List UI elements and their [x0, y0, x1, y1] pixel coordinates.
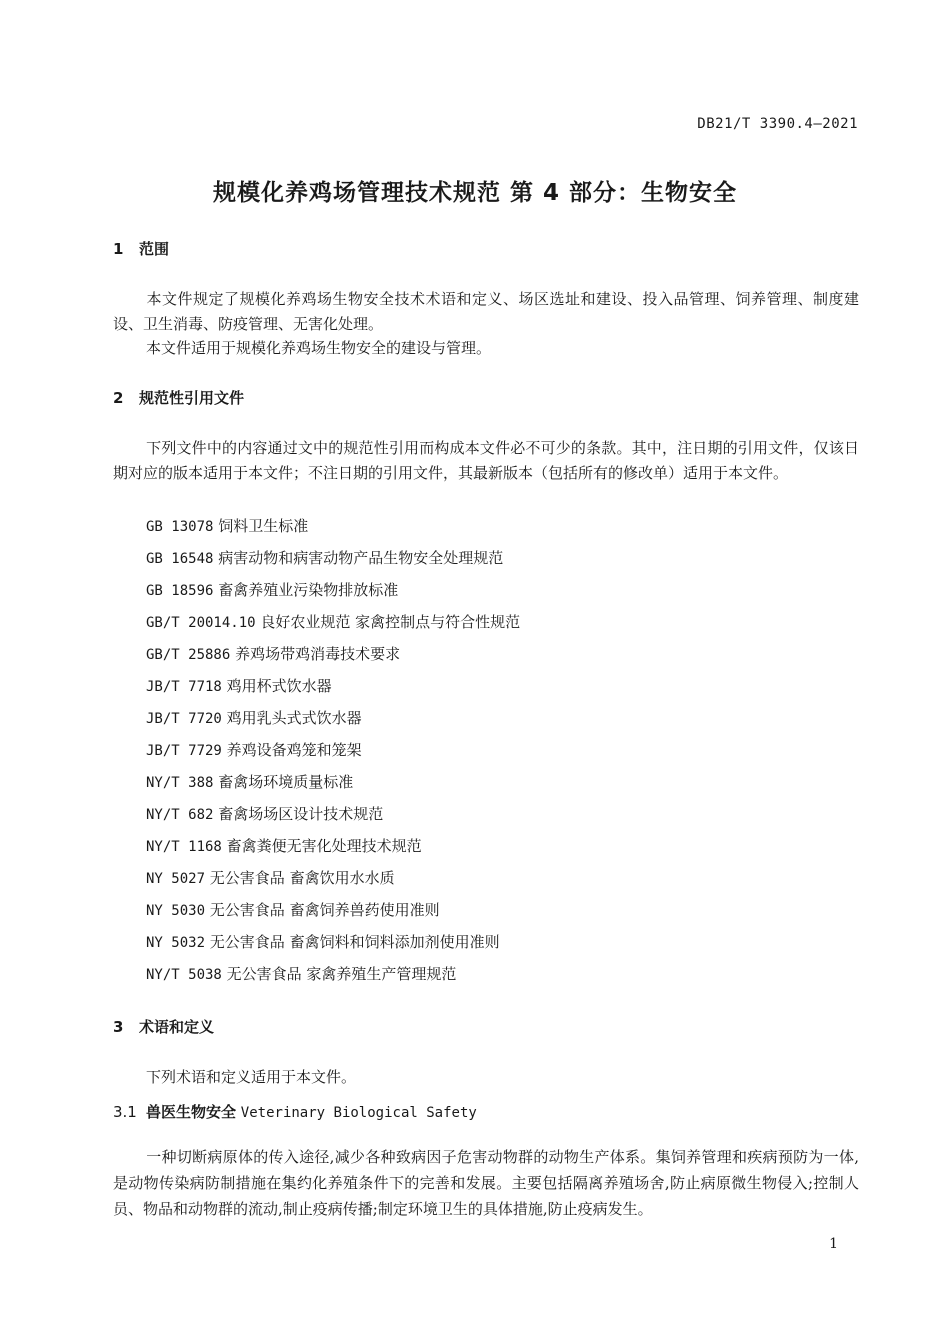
- section-title: 规范性引用文件: [139, 389, 245, 407]
- term-name-zh: 兽医生物安全: [146, 1103, 237, 1121]
- paragraph-text: 本文件适用于规模化养鸡场生物安全的建设与管理。: [146, 339, 492, 357]
- reference-title: 无公害食品 畜禽饲养兽药使用准则: [209, 901, 440, 919]
- reference-code: NY/T 388: [146, 775, 214, 791]
- reference-title: 饲料卫生标准: [218, 517, 309, 535]
- reference-code: NY 5032: [146, 935, 206, 951]
- reference-item: [146, 772, 520, 804]
- reference-title: 畜禽粪便无害化处理技术规范: [226, 837, 422, 855]
- reference-code: NY 5030: [146, 903, 206, 919]
- reference-item: [146, 964, 520, 996]
- reference-item: [146, 676, 520, 708]
- section-number: 3: [113, 1018, 124, 1036]
- reference-code: NY/T 1168: [146, 839, 222, 855]
- reference-code: JB/T 7720: [146, 711, 222, 727]
- reference-code: NY/T 682: [146, 807, 214, 823]
- reference-title: 养鸡设备鸡笼和笼架: [226, 741, 362, 759]
- reference-title: 鸡用杯式饮水器: [226, 677, 332, 695]
- section-title: 术语和定义: [139, 1018, 215, 1036]
- section-number: 1: [113, 240, 124, 258]
- page-number: 1: [829, 1236, 838, 1252]
- section-heading-normative-references: [113, 387, 244, 408]
- reference-item: [146, 708, 520, 740]
- reference-item: [146, 740, 520, 772]
- reference-item: [146, 516, 520, 548]
- normative-intro-paragraph: [113, 436, 859, 485]
- term-definition: [113, 1144, 859, 1222]
- reference-code: GB 18596: [146, 583, 214, 599]
- reference-title: 养鸡场带鸡消毒技术要求: [235, 645, 401, 663]
- term-name-en: Veterinary Biological Safety: [240, 1105, 477, 1121]
- reference-item: [146, 932, 520, 964]
- paragraph-text: 本文件规定了规模化养鸡场生物安全技术术语和定义、场区选址和建设、投入品管理、饲养管理、制度建设、卫生消毒、防疫管理、无害化处理。: [113, 290, 859, 333]
- reference-code: GB 13078: [146, 519, 214, 535]
- reference-code: NY/T 5038: [146, 967, 222, 983]
- reference-title: 无公害食品 畜禽饮用水水质: [209, 869, 395, 887]
- terms-intro-paragraph: [113, 1065, 859, 1090]
- reference-title: 鸡用乳头式式饮水器: [226, 709, 362, 727]
- paragraph-text: 下列术语和定义适用于本文件。: [146, 1068, 357, 1086]
- term-number: 3.1: [113, 1103, 137, 1121]
- scope-paragraph-2: [113, 336, 859, 361]
- paragraph-text: 一种切断病原体的传入途径,减少各种致病因子危害动物群的动物生产体系。集饲养管理和疾病预防为一体,是动物传染病防制措施在集约化养殖条件下的完善和发展。主要包括隔离养殖场舍,防止病原微生物侵入;控制人员、物品和动物群的流动,制止疫病传播;制定环境卫生的具体措施,防止疫病发生。: [113, 1148, 859, 1218]
- reference-title: 畜禽养殖业污染物排放标准: [218, 581, 399, 599]
- reference-list: [146, 516, 520, 996]
- reference-code: NY 5027: [146, 871, 206, 887]
- reference-item: [146, 804, 520, 836]
- section-number: 2: [113, 389, 124, 407]
- reference-item: [146, 548, 520, 580]
- paragraph-text: 下列文件中的内容通过文中的规范性引用而构成本文件必不可少的条款。其中，注日期的引用文件，仅该日期对应的版本适用于本文件；不注日期的引用文件，其最新版本（包括所有的修改单）适用于本文件。: [113, 439, 859, 482]
- reference-code: GB/T 20014.10: [146, 615, 256, 631]
- reference-title: 病害动物和病害动物产品生物安全处理规范: [218, 549, 504, 567]
- standard-code: DB21/T 3390.4—2021: [697, 116, 858, 132]
- reference-item: [146, 900, 520, 932]
- reference-code: JB/T 7718: [146, 679, 222, 695]
- reference-item: [146, 644, 520, 676]
- reference-item: [146, 868, 520, 900]
- term-heading: [113, 1101, 477, 1122]
- reference-item: [146, 836, 520, 868]
- reference-item: [146, 580, 520, 612]
- reference-title: 畜禽场场区设计技术规范: [218, 805, 384, 823]
- section-title: 范围: [139, 240, 170, 258]
- reference-code: GB/T 25886: [146, 647, 231, 663]
- reference-item: [146, 612, 520, 644]
- reference-title: 无公害食品 家禽养殖生产管理规范: [226, 965, 457, 983]
- reference-title: 畜禽场环境质量标准: [218, 773, 354, 791]
- scope-paragraph-1: [113, 287, 859, 336]
- section-heading-terms: [113, 1016, 214, 1037]
- reference-title: 良好农业规范 家禽控制点与符合性规范: [260, 613, 521, 631]
- document-title: 规模化养鸡场管理技术规范 第 4 部分：生物安全: [212, 180, 738, 206]
- reference-title: 无公害食品 畜禽饲料和饲料添加剂使用准则: [209, 933, 500, 951]
- section-heading-scope: [113, 238, 169, 259]
- reference-code: GB 16548: [146, 551, 214, 567]
- reference-code: JB/T 7729: [146, 743, 222, 759]
